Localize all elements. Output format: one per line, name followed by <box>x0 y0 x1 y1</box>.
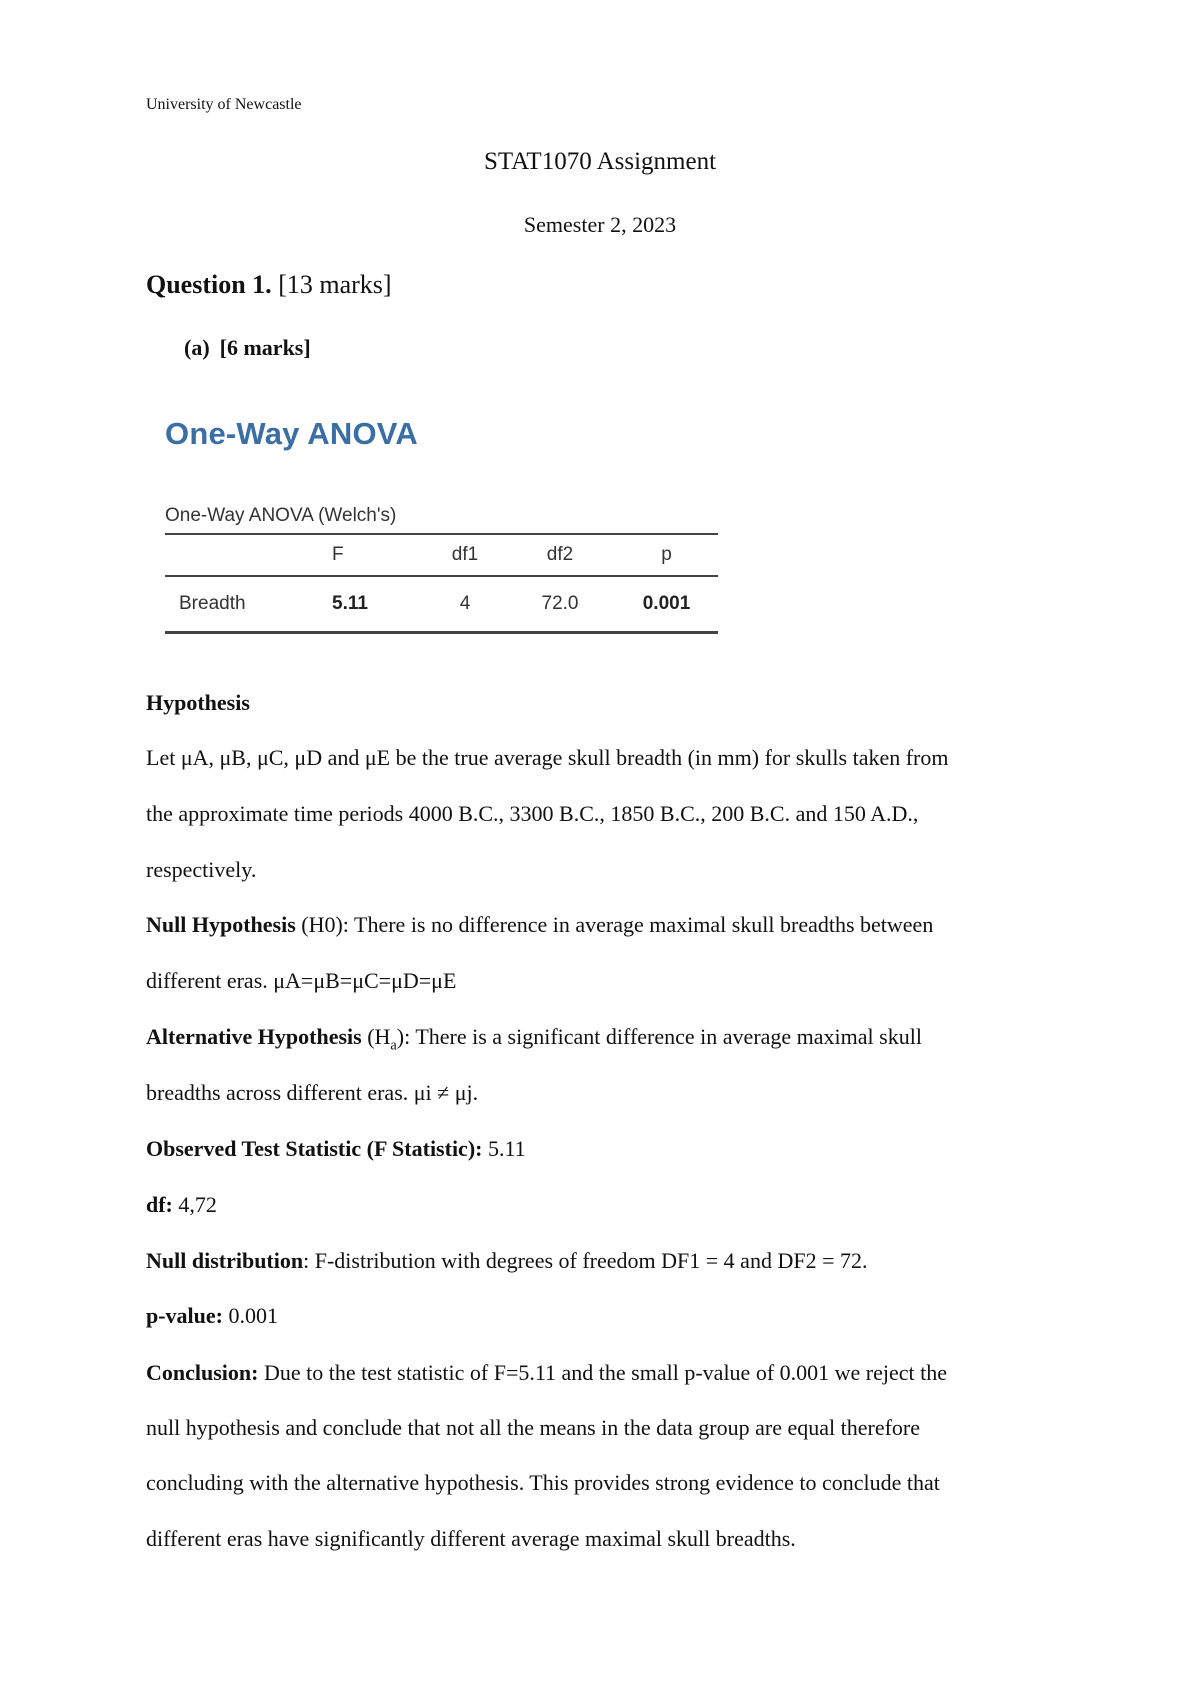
null-hypothesis-label: Null Hypothesis <box>146 912 296 937</box>
part-label: (a) <box>184 335 210 360</box>
document-title: STAT1070 Assignment <box>483 148 717 175</box>
df-value: 4,72 <box>172 1192 217 1217</box>
p-value-value: 0.001 <box>223 1303 278 1328</box>
let-line-2: the approximate time periods 4000 B.C., 3300 B.C., 1850 B.C., 200 B.C. and 150 A.D., <box>146 801 919 826</box>
part-heading <box>184 335 321 361</box>
anova-df2-value: 72.0 <box>505 576 615 633</box>
df-line <box>146 1192 217 1218</box>
university-header: University of Newcastle <box>146 96 302 113</box>
anova-p-value: 0.001 <box>615 576 718 633</box>
question-marks: [13 marks] <box>278 270 392 299</box>
anova-table-caption: One-Way ANOVA (Welch's) <box>165 505 397 526</box>
alt-hypothesis-line-1 <box>146 1024 922 1054</box>
anova-table <box>165 533 718 634</box>
document-subtitle: Semester 2, 2023 <box>523 212 677 237</box>
anova-col-empty <box>165 534 302 576</box>
df-label: df: <box>146 1192 173 1217</box>
alt-hypothesis-subscript: a <box>390 1037 397 1054</box>
question-label: Question 1. <box>146 270 272 299</box>
anova-data-row <box>165 576 718 633</box>
observed-statistic-label: Observed Test Statistic (F Statistic): <box>146 1136 483 1161</box>
anova-col-f: F <box>302 534 425 576</box>
anova-header-row <box>165 534 718 576</box>
anova-row-name: Breadth <box>165 576 302 633</box>
anova-df1-value: 4 <box>425 576 505 633</box>
alt-hypothesis-text: ): There is a significant difference in average maximal skull <box>396 1024 922 1049</box>
anova-f-value: 5.11 <box>302 576 425 633</box>
hypothesis-heading: Hypothesis <box>146 690 250 715</box>
p-value-label: p-value: <box>146 1303 223 1328</box>
alt-hypothesis-prefix: (H <box>361 1024 391 1049</box>
null-distribution-line <box>146 1248 867 1274</box>
conclusion-line-3: concluding with the alternative hypothesis. This provides strong evidence to conclude that <box>146 1470 940 1495</box>
question-heading <box>146 270 392 300</box>
anova-col-df2: df2 <box>505 534 615 576</box>
conclusion-label: Conclusion: <box>146 1360 259 1385</box>
observed-statistic-value: 5.11 <box>482 1136 526 1161</box>
conclusion-text-1: Due to the test statistic of F=5.11 and the small p-value of 0.001 we reject the <box>258 1360 948 1385</box>
null-distribution-value: : F-distribution with degrees of freedom DF1 = 4 and DF2 = 72. <box>303 1248 868 1273</box>
part-marks: [6 marks] <box>219 335 311 360</box>
null-hypothesis-line-1 <box>146 912 933 938</box>
null-hypothesis-line-2: different eras. μA=μB=μC=μD=μE <box>146 968 457 993</box>
conclusion-line-4: different eras have significantly different average maximal skull breadths. <box>146 1526 796 1551</box>
conclusion-line-1 <box>146 1360 947 1386</box>
anova-col-p: p <box>615 534 718 576</box>
anova-col-df1: df1 <box>425 534 505 576</box>
let-line-3: respectively. <box>146 857 257 882</box>
null-hypothesis-text: (H0): There is no difference in average maximal skull breadths between <box>295 912 934 937</box>
let-line-1: Let μA, μB, μC, μD and μE be the true average skull breadth (in mm) for skulls taken from <box>146 745 949 770</box>
null-distribution-label: Null distribution <box>146 1248 304 1273</box>
alt-hypothesis-line-2: breadths across different eras. μi ≠ μj. <box>146 1080 479 1105</box>
p-value-line <box>146 1303 278 1329</box>
conclusion-line-2: null hypothesis and conclude that not all the means in the data group are equal therefore <box>146 1415 921 1440</box>
alt-hypothesis-label: Alternative Hypothesis <box>146 1024 362 1049</box>
anova-title: One-Way ANOVA <box>165 416 418 451</box>
observed-statistic-line <box>146 1136 526 1162</box>
